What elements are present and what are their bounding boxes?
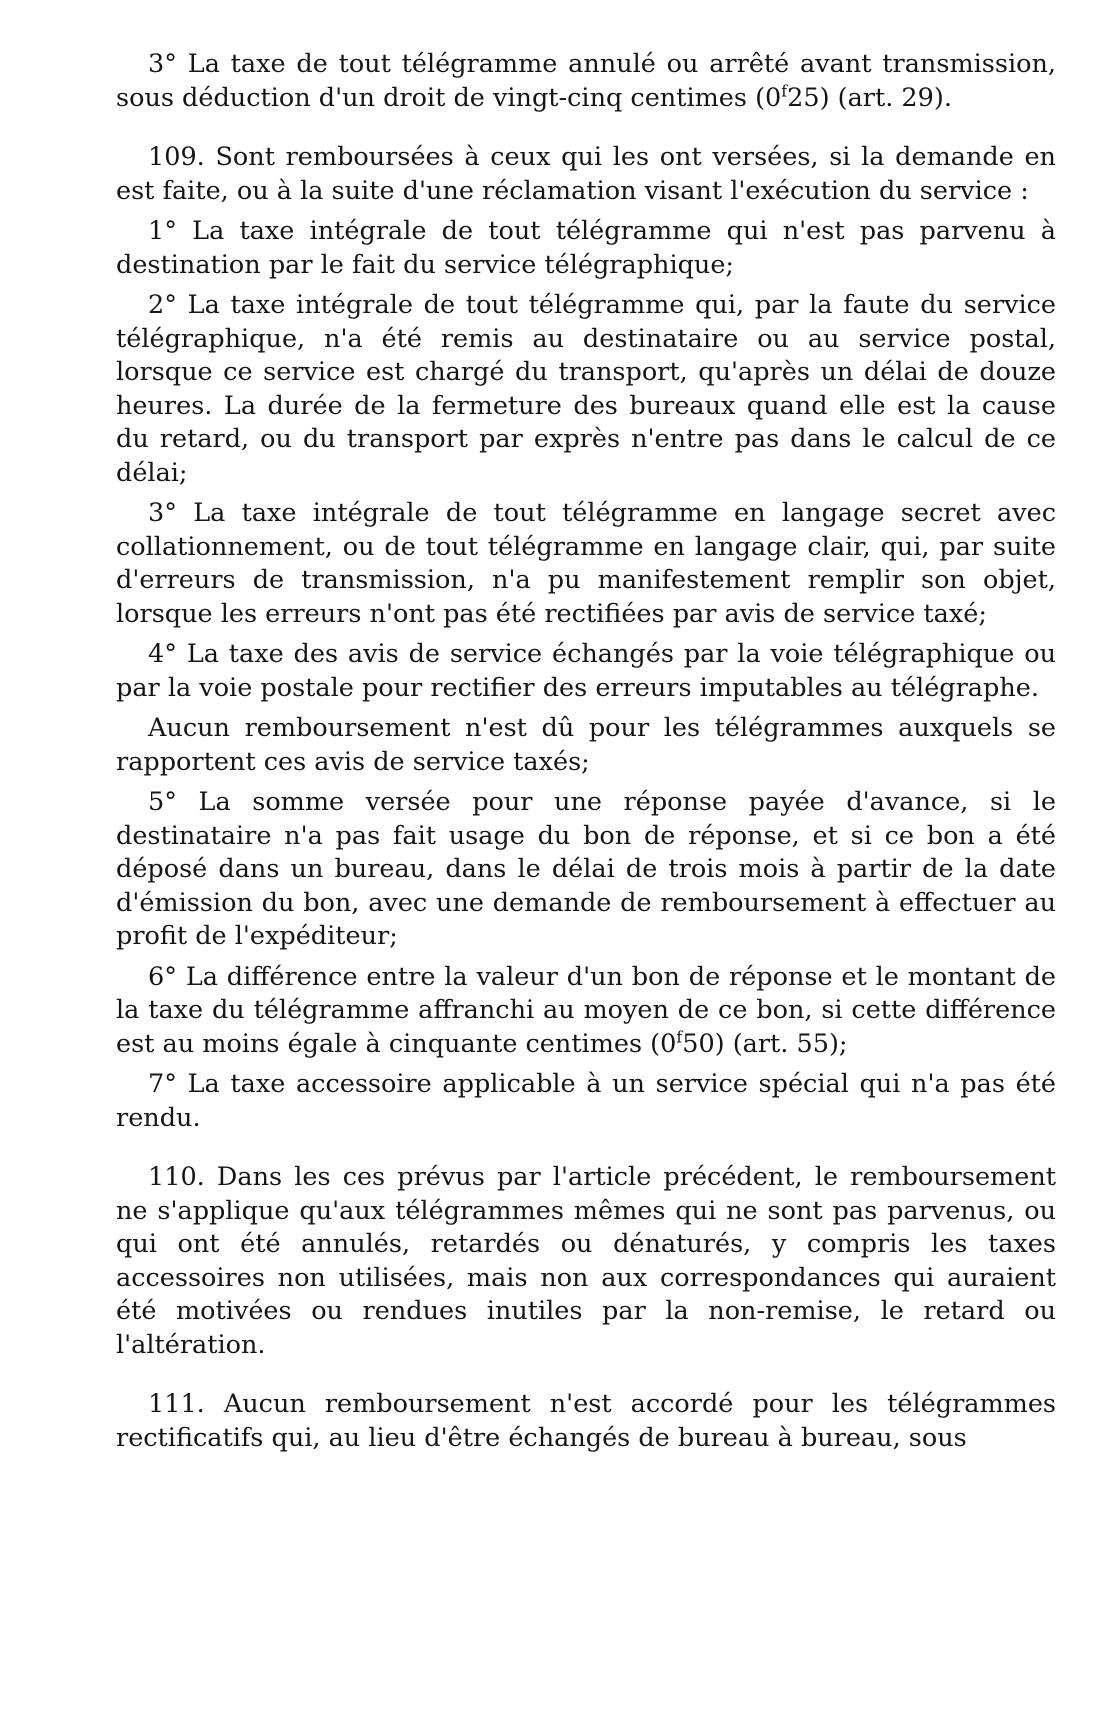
paragraph-p-4-avis-service [116,638,1056,705]
paragraph-text: 3° La taxe intégrale de tout télégramme en langage secret avec collationnement, ou de tout télégramme en langage clair, qui, par suite d'erreurs de transmission, n'a pu manifestement remplir son objet, lorsque les erreurs n'ont pas été rectifiées par avis de service taxé; [116,498,1056,629]
paragraph-p-3-taxe-annulee [116,48,1056,115]
superscript-franc: f [676,1027,683,1046]
document-page [116,48,1056,1455]
paragraph-p-3-langage-secret [116,497,1056,631]
paragraph-text: 109. Sont remboursées à ceux qui les ont versées, si la demande en est faite, ou à la suite d'une réclamation visant l'exécution du service : [116,142,1056,206]
paragraph-text: 6° La différence entre la valeur d'un bon de réponse et le montant de la taxe du télégramme affranchi au moyen de ce bon, si cette différence est au moins égale à cinquante centimes (0 [116,961,1056,1059]
paragraph-p-1-taxe-integrale [116,215,1056,282]
paragraph-text: 111. Aucun remboursement n'est accordé pour les télégrammes rectificatifs qui, au lieu d'être échangés de bureau à bureau, sous [116,1389,1056,1453]
paragraph-p-5-reponse-payee [116,786,1056,954]
paragraph-text: 1° La taxe intégrale de tout télégramme qui n'est pas parvenu à destination par le fait du service télégraphique; [116,216,1056,280]
paragraph-text: 5° La somme versée pour une réponse payée d'avance, si le destinataire n'a pas fait usage du bon de réponse, et si ce bon a été déposé dans un bureau, dans le délai de trois mois à partir de la date d'émission du bon, avec une demande de remboursement à effectuer au profit de l'expéditeur; [116,787,1056,951]
paragraph-p-7-taxe-accessoire [116,1068,1056,1135]
paragraph-p-109 [116,141,1056,208]
paragraph-p-2-taxe-integrale [116,289,1056,490]
paragraph-text: 110. Dans les ces prévus par l'article précédent, le remboursement ne s'applique qu'aux télégrammes mêmes qui ne sont pas parvenus, ou qui ont été annulés, retardés ou dénaturés, y compris les taxes accessoires non utilisées, mais non aux correspondances qui auraient été motivées ou rendues inutiles par la non-remise, le retard ou l'altération. [116,1162,1056,1360]
paragraph-p-110 [116,1161,1056,1362]
paragraph-p-aucun-remboursement [116,712,1056,779]
superscript-franc: f [781,81,788,100]
paragraph-text: Aucun remboursement n'est dû pour les télégrammes auxquels se rapportent ces avis de service taxés; [116,713,1056,777]
paragraph-text: 2° La taxe intégrale de tout télégramme qui, par la faute du service télégraphique, n'a été remis au destinataire ou au service postal, lorsque ce service est chargé du transport, qu'après un délai de douze heures. La durée de la fermeture des bureaux quand elle est la cause du retard, ou du transport par exprès n'entre pas dans le calcul de ce délai; [116,290,1056,488]
paragraph-text: 50) (art. 55); [682,1028,848,1059]
paragraph-text: 3° La taxe de tout télégramme annulé ou arrêté avant transmission, sous déduction d'un droit de vingt-cinq centimes (0 [116,49,1056,113]
paragraph-p-111 [116,1388,1056,1455]
paragraph-text: 4° La taxe des avis de service échangés par la voie télégraphique ou par la voie postale pour rectifier des erreurs imputables au télégraphe. [116,639,1056,703]
paragraph-p-6-difference [116,961,1056,1062]
paragraph-text: 7° La taxe accessoire applicable à un service spécial qui n'a pas été rendu. [116,1069,1056,1133]
paragraph-text: 25) (art. 29). [787,82,952,113]
